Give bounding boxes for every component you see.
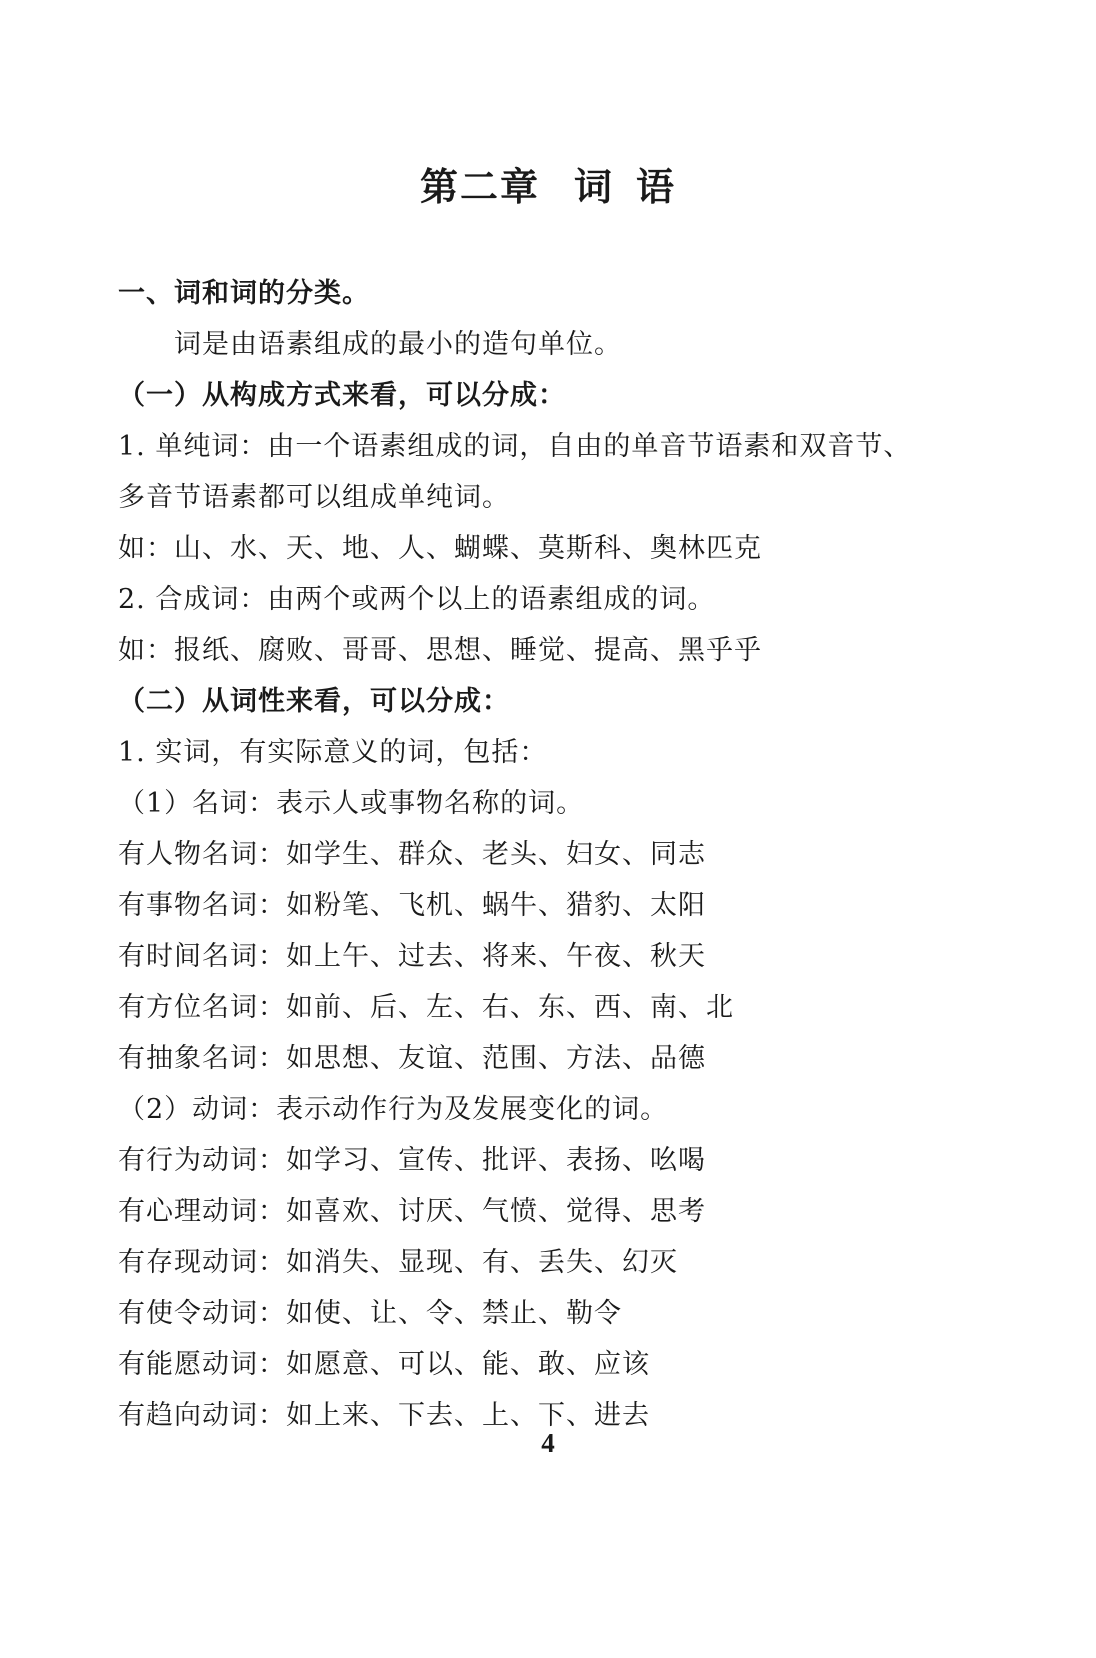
section-heading: （一）从构成方式来看，可以分成： <box>118 380 566 411</box>
text-line: 2. 合成词：由两个或两个以上的语素组成的词。 <box>118 584 716 615</box>
body-text <box>118 268 998 1441</box>
text-line: 有能愿动词：如愿意、可以、能、敢、应该 <box>118 1349 650 1380</box>
text-line: 多音节语素都可以组成单纯词。 <box>118 482 510 513</box>
text-line: 有方位名词：如前、后、左、右、东、西、南、北 <box>118 992 734 1023</box>
text-line: 词是由语素组成的最小的造句单位。 <box>174 329 622 360</box>
text-line: 如：报纸、腐败、哥哥、思想、睡觉、提高、黑乎乎 <box>118 635 762 666</box>
text-line: 1. 实词，有实际意义的词，包括： <box>118 737 548 768</box>
chapter-title-word-1: 词 <box>573 165 614 209</box>
chapter-title <box>0 156 1096 211</box>
page-number: 4 <box>541 1428 555 1458</box>
text-line: 有使令动词：如使、让、令、禁止、勒令 <box>118 1298 622 1329</box>
chapter-title-number: 第二章 <box>419 165 540 209</box>
text-line: 有时间名词：如上午、过去、将来、午夜、秋天 <box>118 941 706 972</box>
text-line: 有存现动词：如消失、显现、有、丢失、幻灭 <box>118 1247 678 1278</box>
text-line: 如：山、水、天、地、人、蝴蝶、莫斯科、奥林匹克 <box>118 533 762 564</box>
text-line: （1）名词：表示人或事物名称的词。 <box>118 788 585 819</box>
text-line: 有心理动词：如喜欢、讨厌、气愤、觉得、思考 <box>118 1196 706 1227</box>
text-line: （2）动词：表示动作行为及发展变化的词。 <box>118 1094 669 1125</box>
text-line: 有事物名词：如粉笔、飞机、蜗牛、猎豹、太阳 <box>118 890 706 921</box>
text-line: 1. 单纯词：由一个语素组成的词，自由的单音节语素和双音节、 <box>118 431 912 462</box>
text-line: 有行为动词：如学习、宣传、批评、表扬、吆喝 <box>118 1145 706 1176</box>
section-heading: 一、词和词的分类。 <box>118 278 370 309</box>
chapter-title-word-2: 语 <box>636 165 677 209</box>
text-line: 有趋向动词：如上来、下去、上、下、进去 <box>118 1400 650 1431</box>
section-heading: （二）从词性来看，可以分成： <box>118 686 510 717</box>
text-line: 有人物名词：如学生、群众、老头、妇女、同志 <box>118 839 706 870</box>
text-line: 有抽象名词：如思想、友谊、范围、方法、品德 <box>118 1043 706 1074</box>
